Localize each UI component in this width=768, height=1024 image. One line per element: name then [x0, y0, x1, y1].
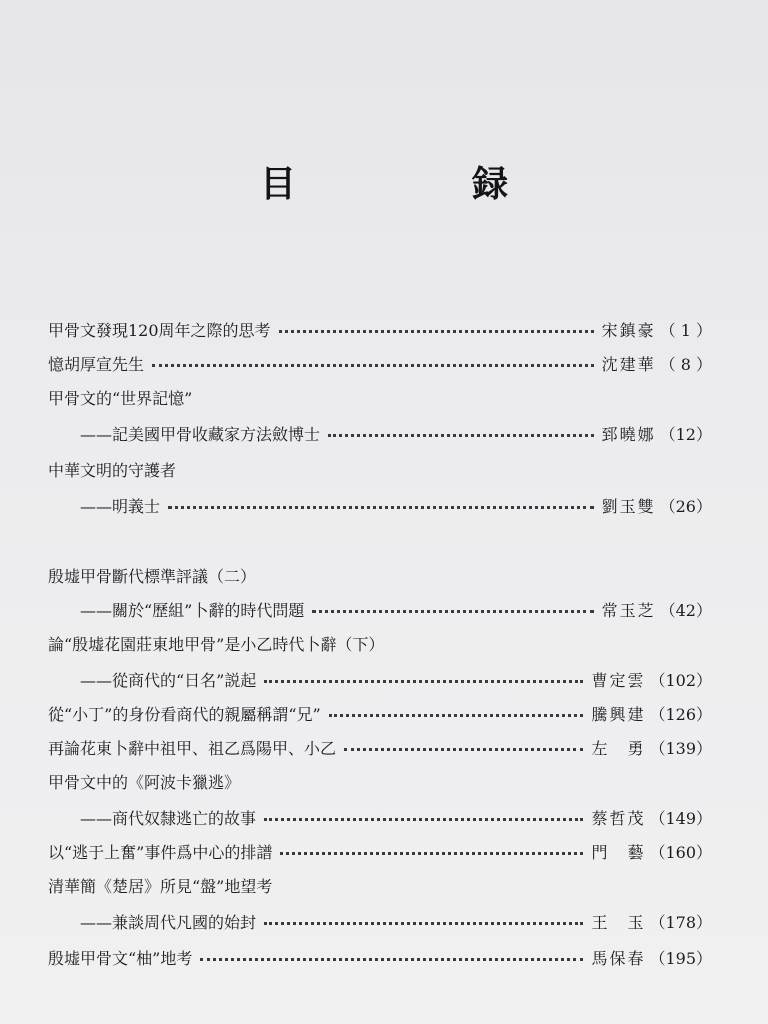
entry-title: 甲骨文發現120周年之際的思考 [48, 320, 271, 340]
entry-author: 宋鎮豪 [601, 320, 656, 340]
entry-author: 郅曉娜 [601, 424, 656, 444]
entry-author: 曹定雲 [591, 670, 646, 690]
toc-entry [48, 764, 712, 798]
toc-entry [48, 868, 712, 902]
entry-author: 左 勇 [591, 738, 646, 758]
leader-dots [329, 714, 584, 717]
toc-entry [48, 696, 712, 730]
toc-entry [48, 346, 712, 380]
entry-subtitle: ——從商代的“日名”説起 [80, 670, 257, 690]
toc-entry [48, 834, 712, 868]
entry-page: （ 8 ） [659, 354, 712, 374]
toc-entry [48, 558, 712, 592]
leader-dots [279, 330, 594, 333]
entry-page: （160） [649, 842, 712, 862]
entry-page: （126） [649, 704, 712, 724]
entry-subtitle: ——兼談周代凡國的始封 [80, 912, 257, 932]
toc-entry [48, 452, 712, 486]
toc-entry [48, 940, 712, 974]
entry-subtitle: ——記美國甲骨收藏家方法斂博士 [80, 424, 321, 444]
entry-title: 中華文明的守護者 [48, 460, 177, 480]
entry-title: 從“小丁”的身份看商代的親屬稱謂“兄” [48, 704, 321, 724]
entry-page: （139） [649, 738, 712, 758]
entry-title: 甲骨文中的《阿波卡獵逃》 [48, 772, 241, 792]
entry-author: 沈建華 [601, 354, 656, 374]
entry-page: （26） [659, 496, 712, 516]
toc-entry [48, 626, 712, 660]
entry-title: 論“殷墟花園莊東地甲骨”是小乙時代卜辭（下） [48, 634, 385, 654]
toc-entry [48, 312, 712, 346]
leader-dots [264, 922, 583, 925]
entry-page: （149） [649, 808, 712, 828]
entry-author: 門 藝 [591, 842, 646, 862]
entry-page: （102） [649, 670, 712, 690]
entry-page: （ 1 ） [659, 320, 712, 340]
entry-author: 劉玉雙 [601, 496, 656, 516]
entry-title: 以“逃于上奮”事件爲中心的排譜 [48, 842, 273, 862]
entry-author: 騰興建 [591, 704, 646, 724]
entry-page: （195） [649, 948, 712, 968]
entry-page: （178） [649, 912, 712, 932]
entry-subtitle: ——明義士 [80, 496, 161, 516]
entry-author: 蔡哲茂 [591, 808, 646, 828]
leader-dots [312, 610, 593, 613]
toc-entry [48, 380, 712, 414]
leader-dots [152, 364, 594, 367]
toc-entry-sub [48, 800, 712, 834]
entry-title: 清華簡《楚居》所見“盤”地望考 [48, 876, 273, 896]
leader-dots [168, 506, 594, 509]
leader-dots [280, 852, 583, 855]
entry-title: 甲骨文的“世界記憶” [48, 388, 193, 408]
leader-dots [344, 748, 583, 751]
leader-dots [264, 818, 583, 821]
toc-entry-sub [48, 416, 712, 450]
toc-entry-sub [48, 592, 712, 626]
page-title: 目 録 [259, 163, 578, 206]
leader-dots [264, 680, 583, 683]
toc-entry [48, 730, 712, 764]
leader-dots [200, 958, 583, 961]
entry-page: （42） [659, 600, 712, 620]
entry-title: 殷墟甲骨斷代標準評議（二） [48, 566, 257, 586]
entry-subtitle: ——商代奴隸逃亡的故事 [80, 808, 257, 828]
entry-author: 王 玉 [591, 912, 646, 932]
leader-dots [328, 434, 594, 437]
entry-page: （12） [659, 424, 712, 444]
entry-author: 常玉芝 [601, 600, 656, 620]
entry-title: 憶胡厚宣先生 [48, 354, 145, 374]
toc-entry-sub [48, 488, 712, 522]
entry-subtitle: ——關於“歷組”卜辭的時代問題 [80, 600, 305, 620]
entry-title: 殷墟甲骨文“柚”地考 [48, 948, 193, 968]
entry-author: 馬保春 [591, 948, 646, 968]
entry-title: 再論花東卜辭中祖甲、祖乙爲陽甲、小乙 [48, 738, 337, 758]
toc-entry-sub [48, 904, 712, 938]
toc-entry-sub [48, 662, 712, 696]
